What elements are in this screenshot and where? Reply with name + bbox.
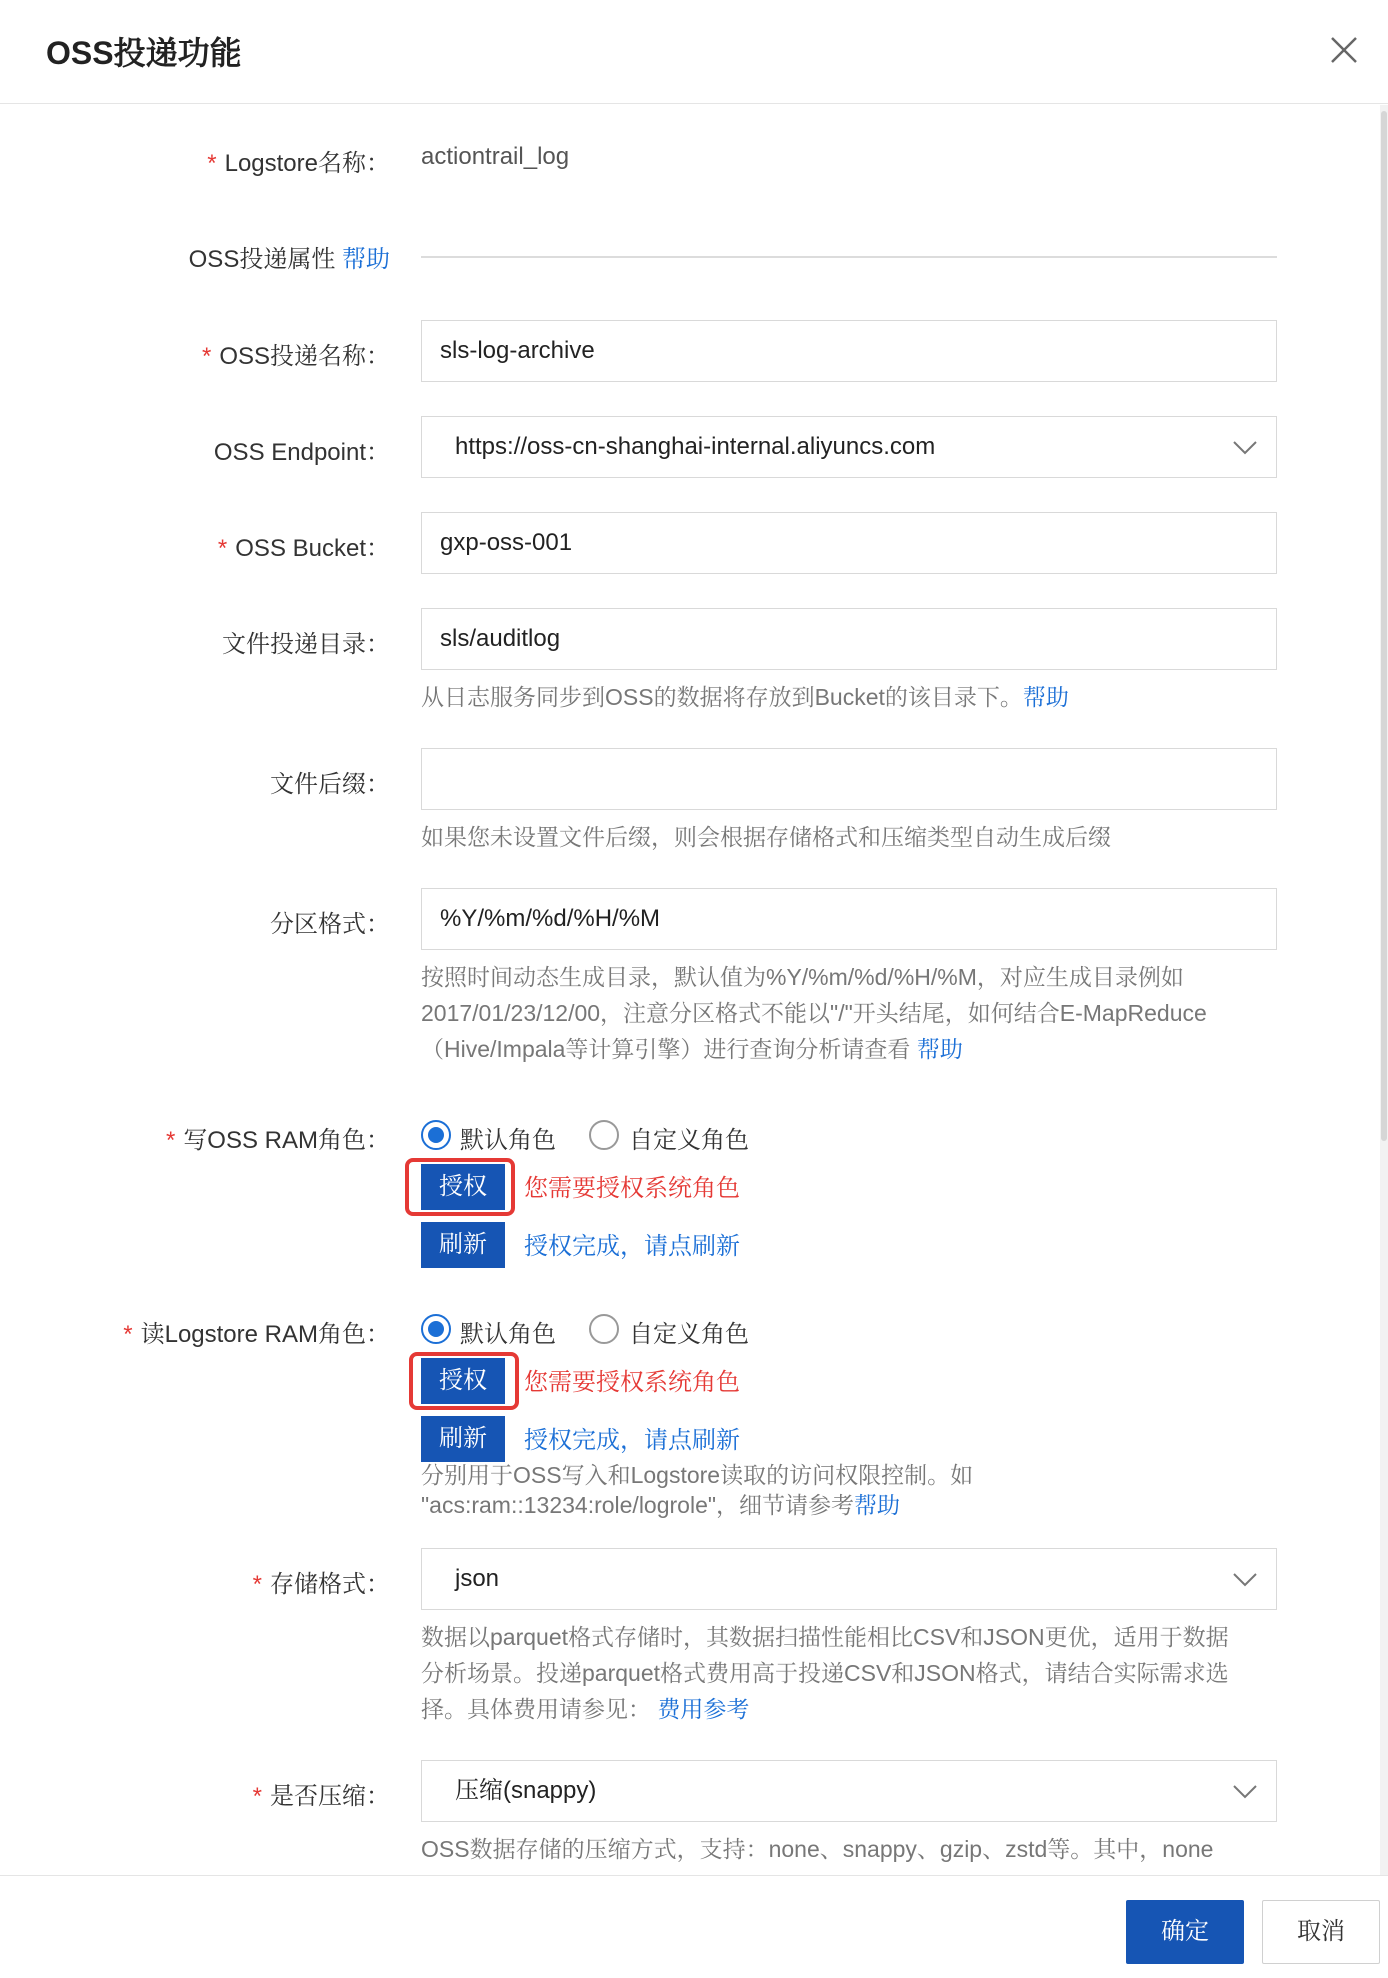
file-dir-hint: 从日志服务同步到OSS的数据将存放到Bucket的该目录下。帮助 <box>421 684 1069 710</box>
cancel-button[interactable]: 取消 <box>1262 1900 1380 1964</box>
chevron-down-icon <box>1232 1569 1258 1589</box>
partition-help-link[interactable]: 帮助 <box>916 1036 963 1062</box>
partition-hint: 按照时间动态生成目录，默认值为%Y/%m/%d/%H/%M，对应生成目录例如 2017/01/23/12/00，注意分区格式不能以"/"开头结尾，如何结合E-MapReduce （Hive/Impala等计算引擎）进行查询分析请查看 帮助 <box>421 964 1207 1062</box>
read-role-authorize-button[interactable]: 授权 <box>421 1358 505 1404</box>
read-role-default-label[interactable]: 默认角色 <box>460 1321 556 1348</box>
write-role-refresh-button[interactable]: 刷新 <box>421 1222 505 1268</box>
compression-hint: OSS数据存储的压缩方式，支持：none、snappy、gzip、zstd等。其中，none <box>421 1836 1214 1862</box>
storage-format-value: json <box>455 1565 500 1592</box>
read-role-help-link[interactable]: 帮助 <box>854 1492 901 1518</box>
file-suffix-input[interactable] <box>421 748 1277 810</box>
dialog-body <box>0 105 1388 1875</box>
read-role-label: * 读Logstore RAM角色： <box>123 1321 390 1348</box>
required-mark: * <box>165 1127 176 1154</box>
write-role-label: * 写OSS RAM角色： <box>165 1127 390 1154</box>
required-mark: * <box>123 1321 133 1348</box>
write-role-custom-label[interactable]: 自定义角色 <box>629 1127 749 1154</box>
required-mark: * <box>252 1571 262 1598</box>
oss-bucket-label: * OSS Bucket： <box>217 535 390 562</box>
read-role-custom-radio[interactable] <box>589 1314 619 1344</box>
chevron-down-icon <box>1232 437 1258 457</box>
logstore-value: actiontrail_log <box>421 143 570 170</box>
read-role-default-radio[interactable] <box>421 1314 451 1344</box>
compression-value: 压缩(snappy) <box>455 1777 597 1804</box>
partition-input[interactable]: %Y/%m/%d/%H/%M <box>421 888 1277 950</box>
section-help-link[interactable]: 帮助 <box>342 246 390 273</box>
oss-name-label: * OSS投递名称： <box>201 343 390 370</box>
file-suffix-hint: 如果您未设置文件后缀，则会根据存储格式和压缩类型自动生成后缀 <box>421 824 1111 850</box>
write-role-default-radio[interactable] <box>421 1120 451 1150</box>
storage-format-label: * 存储格式： <box>252 1571 390 1598</box>
required-mark: * <box>217 535 228 562</box>
write-role-refresh-hint[interactable]: 授权完成，请点刷新 <box>524 1233 740 1260</box>
read-role-refresh-button[interactable]: 刷新 <box>421 1416 505 1462</box>
compression-label: * 是否压缩： <box>252 1783 390 1810</box>
oss-bucket-input[interactable]: gxp-oss-001 <box>421 512 1277 574</box>
partition-label: 分区格式： <box>270 911 390 938</box>
oss-endpoint-value: https://oss-cn-shanghai-internal.aliyuncs.com <box>455 433 936 460</box>
write-role-authorize-hint: 您需要授权系统角色 <box>524 1175 740 1202</box>
close-icon[interactable] <box>1324 30 1364 70</box>
chevron-down-icon <box>1232 1781 1258 1801</box>
file-suffix-label: 文件后缀： <box>270 771 390 798</box>
pricing-reference-link[interactable]: 费用参考 <box>657 1696 750 1722</box>
file-dir-input[interactable]: sls/auditlog <box>421 608 1277 670</box>
storage-format-select[interactable] <box>421 1548 1277 1610</box>
read-role-refresh-hint[interactable]: 授权完成，请点刷新 <box>524 1427 740 1454</box>
dialog-title: OSS投递功能 <box>46 35 242 71</box>
write-role-default-label[interactable]: 默认角色 <box>460 1127 556 1154</box>
section-title: OSS投递属性 帮助 <box>188 246 390 273</box>
logstore-label: * Logstore名称： <box>207 150 390 177</box>
scrollbar-thumb[interactable] <box>1381 111 1387 1141</box>
required-mark: * <box>201 343 212 370</box>
file-dir-label: 文件投递目录： <box>222 631 390 658</box>
required-mark: * <box>252 1783 262 1810</box>
write-role-authorize-button[interactable]: 授权 <box>421 1164 505 1210</box>
section-divider <box>421 256 1277 258</box>
read-role-custom-label[interactable]: 自定义角色 <box>629 1321 749 1348</box>
required-mark: * <box>207 150 217 177</box>
storage-format-hint: 数据以parquet格式存储时，其数据扫描性能相比CSV和JSON更优，适用于数据 分析场景。投递parquet格式费用高于投递CSV和JSON格式，请结合实际需求选 择。具体费用请参见： 费用参考 <box>421 1624 1229 1722</box>
file-dir-help-link[interactable]: 帮助 <box>1022 684 1069 710</box>
confirm-button[interactable]: 确定 <box>1126 1900 1244 1964</box>
oss-endpoint-select[interactable] <box>421 416 1277 478</box>
compression-select[interactable] <box>421 1760 1277 1822</box>
oss-endpoint-label: OSS Endpoint： <box>213 439 390 466</box>
write-role-custom-radio[interactable] <box>589 1120 619 1150</box>
read-role-authorize-hint: 您需要授权系统角色 <box>524 1369 740 1396</box>
dialog-footer <box>0 1875 1388 1978</box>
dialog-header <box>0 0 1388 104</box>
read-role-hint: 分别用于OSS写入和Logstore读取的访问权限控制。如 "acs:ram::13234:role/logrole"，细节请参考帮助 <box>421 1462 974 1518</box>
scrollbar[interactable] <box>1380 105 1388 1875</box>
oss-name-input[interactable]: sls-log-archive <box>421 320 1277 382</box>
